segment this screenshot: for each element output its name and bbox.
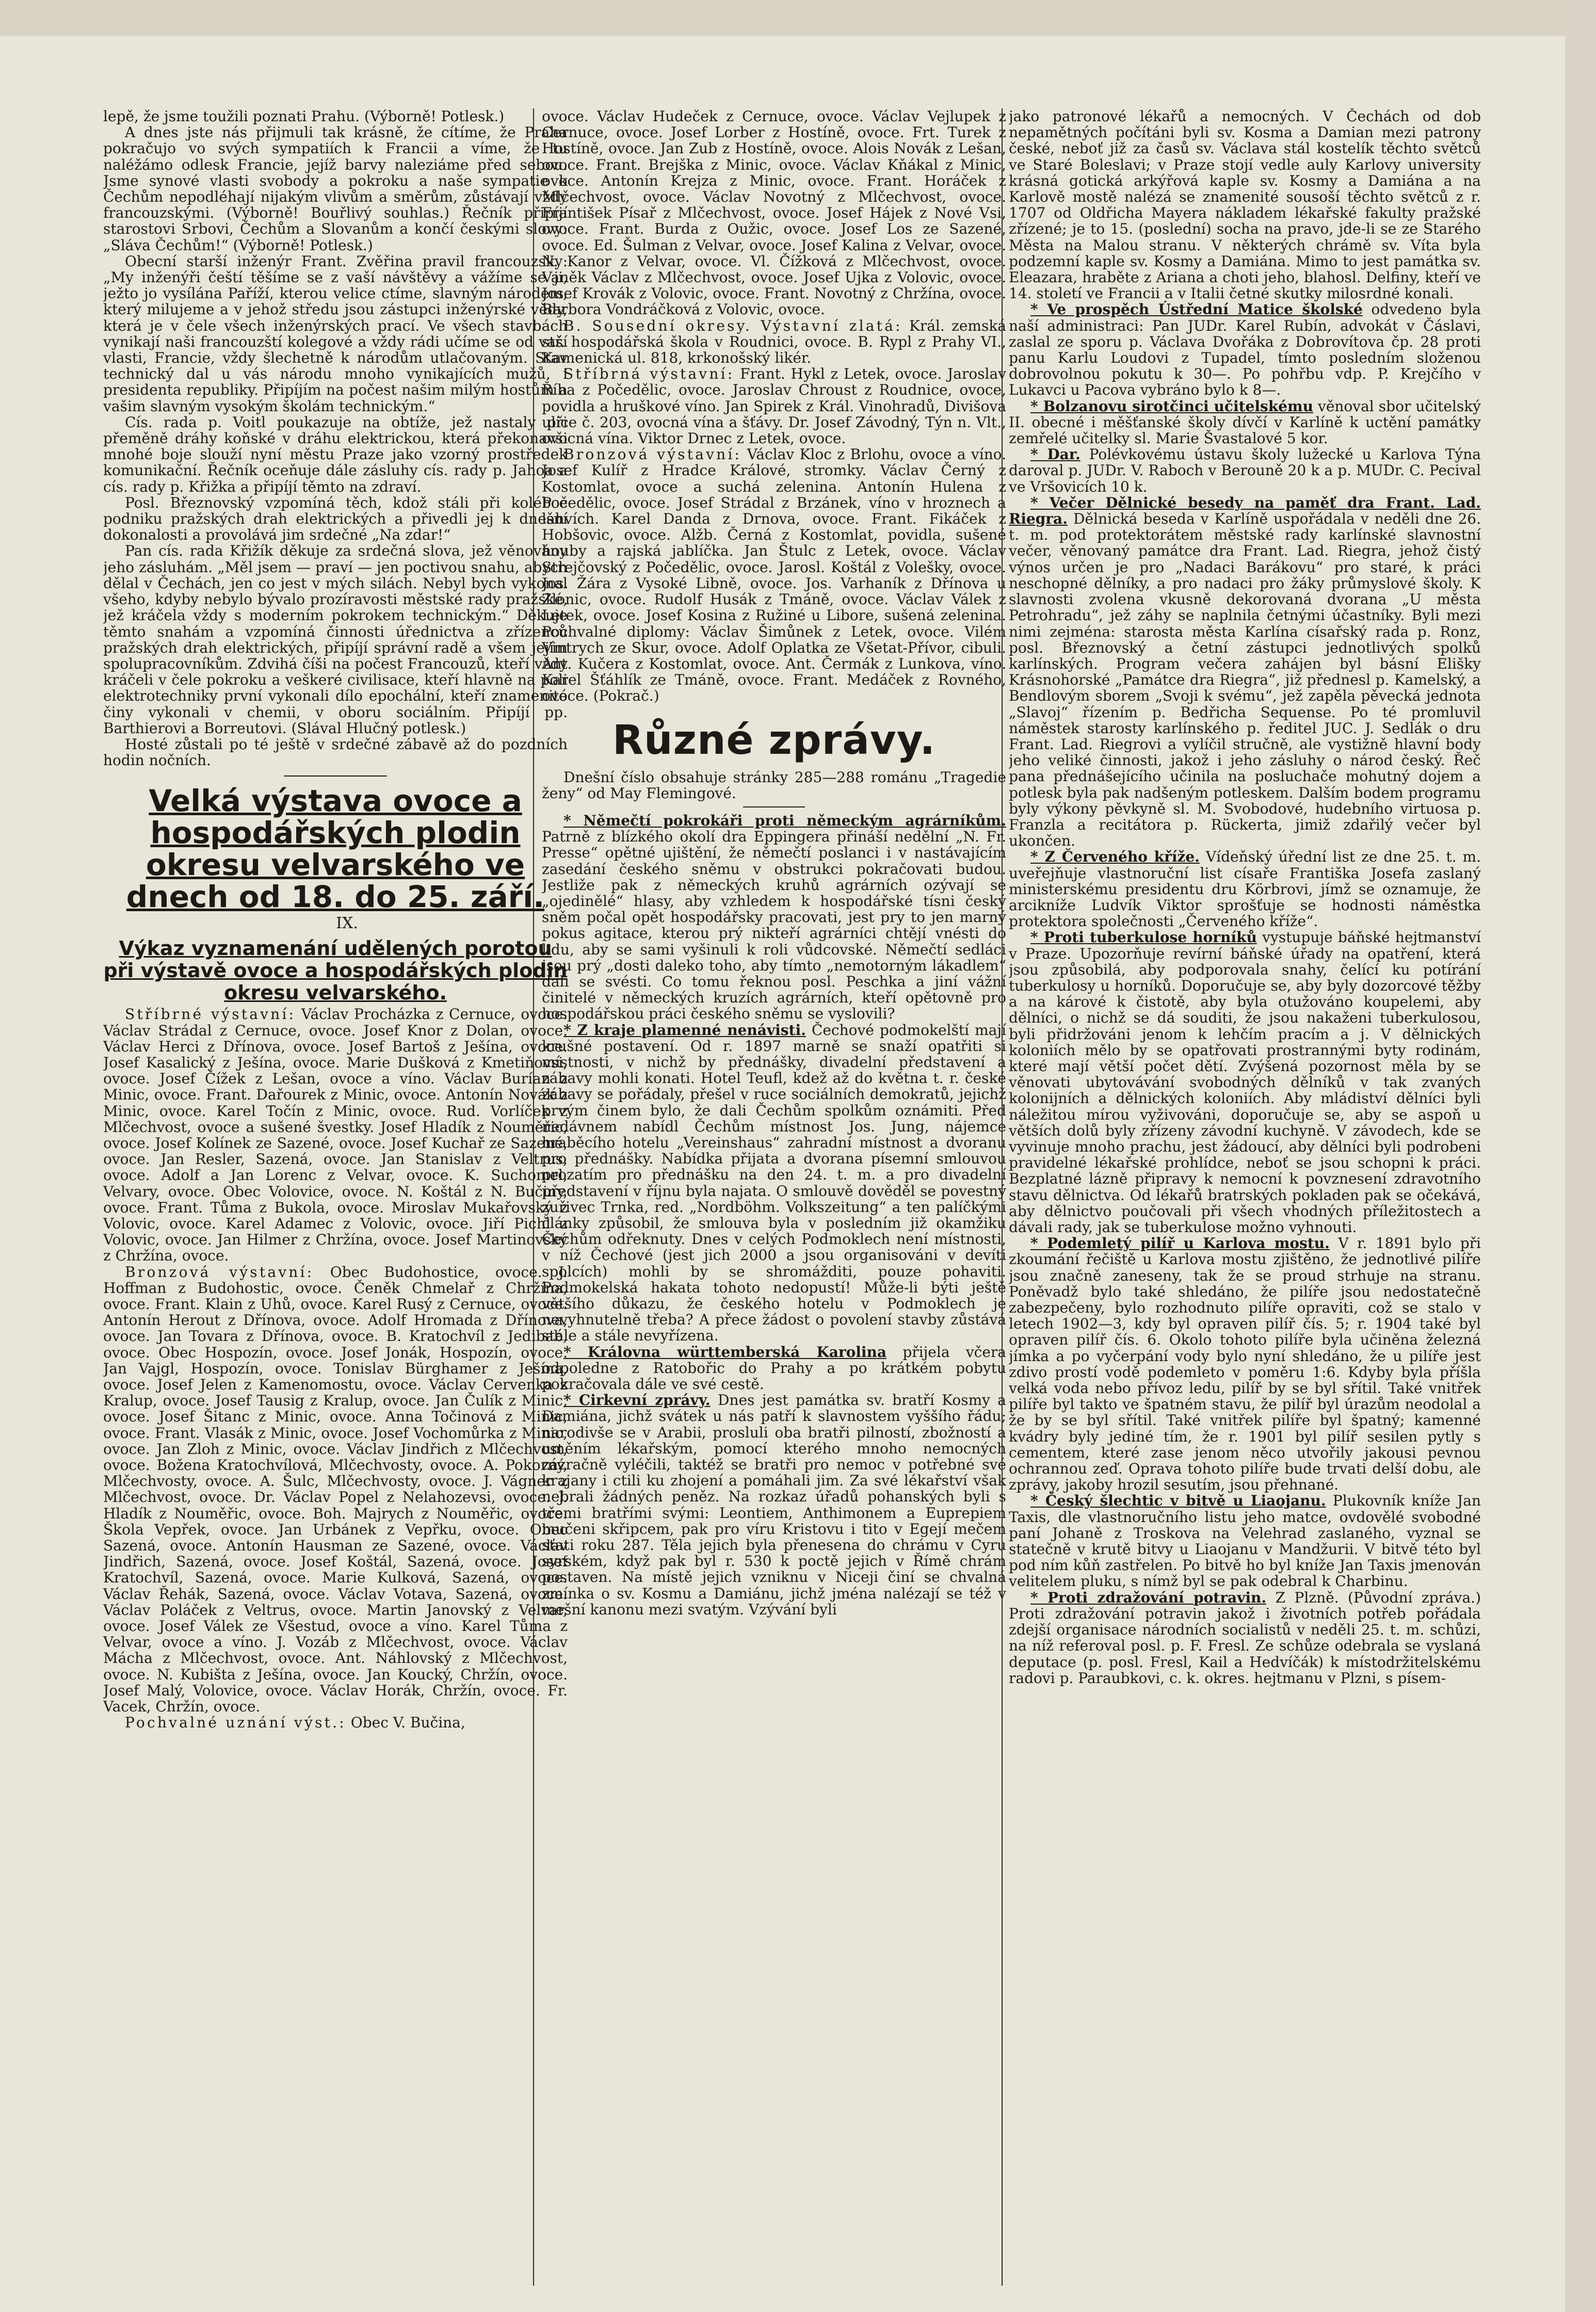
separator <box>743 806 805 807</box>
paragraph-body: Vídeňský úřední list ze dne 25. t. m. uveřejňuje vlastnoruční list císaře Františka Josefa zaslaný ministerskému presidentu dru Körbrovi, jímž se oznamuje, že arcikníže Ludvík Viktor sprošťuje se hodnosti náměstka protektora společnosti „Červeného kříže“. <box>1009 848 1481 930</box>
article-headline: Velká výstava ovoce a hospodářských plodin okresu velvarského ve dnech od 18. do 25. září. <box>126 783 545 915</box>
paragraph <box>542 1022 1006 1344</box>
column-2 <box>542 108 1006 2291</box>
paragraph-body: Frant. Hykl z Letek, ovoce. Jaroslav Říha z Počedělic, ovoce. Jaroslav Chroust z Roudnice, ovoce, povidla a hruškové víno. Jan Spirek z Král. Vinohradů, Divišova ulice č. 203, ovocná vína a šťávy. Dr. Josef Závodný, Týn n. Vlt., ovocná vína. Viktor Drnec z Letek, ovoce. <box>542 365 1006 447</box>
lead-in: Stříbrná výstavní: <box>563 365 735 383</box>
paragraph <box>542 318 1006 366</box>
column-3 <box>1009 108 1481 2291</box>
paragraph-body: přijela včera odpoledne z Ratobořic do Prahy a po krátkém pobytu pokračovala dále ve své cestě. <box>542 1343 1006 1393</box>
paragraph <box>103 1715 568 1731</box>
paragraph-body: Dnes jest památka sv. bratří Kosmy a Damiána, jichž svátek u nás patří k slavnostem vyššího řádu; narodivše se v Arabii, prosluli oba bratři pilností, zbožností a uměním lékařským, pomocí kterého mnoho nemocných zázračně vyléčili, taktéž se bratři pro nemoc v potřebné své krajany i ctili ku zhojení a pomáhali jim. Za své lékařství však nebrali žádných peněz. Na rozkaz úřadů pohanských byli s třemi bratřími svými: Leontiem, Anthimonem a Euprepiem mučeni skřipcem, pak pro víru Kristovu i tito v Egejí mečem sťati roku 287. Těla jejich byla přenesena do chrámu v Cyru syrském, když pak byl r. 530 k poctě jejich v Římě chrám postaven. Na místě jejich vzniknu v Niceji činí se chvalná zmínka o sv. Kosmu a Damiánu, jichž jména nalézají se též v mešní kanonu mezi svatým. Vzývání byli <box>542 1392 1006 1618</box>
lead-in: B. Sousední okresy. Výstavní zlatá: <box>563 317 902 334</box>
paragraph-body: Václav Kloc z Brlohu, ovoce a víno. Josef Kulíř z Hradce Králové, stromky. Václav Černý z Kostomlat, ovoce a suchá zelenina. Antonín Hulena z Počedělic, ovoce. Josef Strádal z Brzánek, víno v hroznech a lahvích. Karel Danda z Drnova, ovoce. Frant. Fikáček z Hobšovic, ovoce. Alžb. Černá z Kostomlat, povidla, sušené houby a rajská jablíčka. Jan Štulc z Letek, ovoce. Václav Strejčovský z Počedělic, ovoce. Jarosl. Koštál z Volešky, ovoce. Jos. Žára z Vysoké Libně, ovoce. Jos. Varhaník z Dřínova u Zlonic, ovoce. Rudolf Husák z Tmáně, ovoce. Václav Válek z Letek, ovoce. Josef Kosina z Ružiné u Libore, sušená zelenina. Pochvalné diplomy: Václav Šimůnek z Letek, ovoce. Vilém Vintrych ze Skur, ovoce. Adolf Oplatka ze Všetat-Přívor, cibuli. Ant. Kučera z Kostomlat, ovoce. Ant. Čermák z Lunkova, víno. Karel Šťáhlík ze Tmáně, ovoce. Frant. Medáček z Rovného, ovoce. (Pokrač.) <box>542 446 1006 705</box>
paragraph: A dnes jste nás přijmuli tak krásně, že cítíme, že Praha pokračujo vo svých sympatiích k Francii a víme, že tu naléžámo odlesk Francie, jejíž barvy naleziáme před sebou. Jsme synové vlasti svobody a pokroku a naše sympatie k Čechům nepodléhají nijakým vlivům a směrům, zůstávají vždy francouzskými. (Výborně! Bouřlivý souhlas.) Řečník připíjí starostovi Srbovi, Čechům a Slovanům a končí českými slovy: „Sláva Čechům!“ (Výborně! Potlesk.) <box>103 124 568 254</box>
lead-in: * Z Červeného kříže. <box>1030 848 1200 866</box>
paragraph: Obecní starší inženýr Frant. Zvěřina pravil francouzsky: „My inženýři čeští těšíme se z vaší návštěvy a vážíme se ji, ježto jo vysílána Paříží, kterou velice ctíme, slavným národem, který milujeme a v jehož středu jsou zástupci inženýrské vědy, která je v čele všech inženýrských prací. Ve všech stavbách vynikají naši francouzští kolegové a vždy rádi učíme se od vaší vlasti, Francie, vždy šlechetně k národům utlačovaným. Stav technický dal u vás národu mnoho vynikajících mužů, i presidenta republiky. Připíjím na počest našim milým hostům a vašim slavným vysokým školám technickým.“ <box>103 252 568 415</box>
paragraph: Hosté zůstali po té ještě v srdečné zábavě až do pozdních hodin nočních. <box>103 735 568 769</box>
paragraph: Posl. Březnovský vzpomíná těch, kdož stáli při kolébce podniku pražských drah elektrických a přivedli jej k dnešní dokonalosti a provolává jim srdečné „Na zdar!“ <box>103 494 568 544</box>
lead-in: * Proti zdražování potravin. <box>1030 1589 1267 1606</box>
lead-in: Pochvalné uznání výst.: <box>125 1714 346 1732</box>
lead-in: * Večer Dělnické besedy na paměť dra Frant. Lad. Riegra. <box>1009 494 1481 528</box>
paragraph-body: věnoval sbor učitelský II. obecné i měšťanské školy dívčí v Karlíně k uctění památky zemřelé učitelky sl. Marie Švastalové 5 kor. <box>1009 397 1481 447</box>
paragraph-body: Obec Budohostice, ovoce. J. Hoffman z Budohostic, ovoce. Čeněk Chmelař z Chržína, ovoce. Frant. Klain z Uhů, ovoce. Karel Rusý z Cernuce, ovoce. Antonín Herout z Dřínova, ovoce. Adolf Hromada z Dřínova, ovoce. Jan Tovara z Dřínova, ovoce. B. Kratochvíl z Jedibab, ovoce. Obec Hospozín, ovoce. Josef Jonák, Hospozín, ovoce. Jan Vajgl, Hospozín, ovoce. Tonislav Bürghamer z Ješína, ovoce. Josef Jelen z Kamenomostu, ovoce. Václav Cervenka z Kralup, ovoce. Josef Tausig z Kralup, ovoce. Jan Čulík z Minic, ovoce. Josef Šitanc z Minic, ovoce. Anna Točinová z Minic, ovoce. Frant. Vlasák z Minic, ovoce. Josef Vochomůrka z Minic, ovoce. Jan Zloh z Minic, ovoce. Václav Jindřich z Mlčechvost, ovoce. Božena Kratochvílová, Mlčechvosty, ovoce. A. Pokorný, Mlčechvosty, ovoce. A. Šulc, Mlčechvosty, ovoce. J. Vágner z Mlčechvost, ovoce. Dr. Václav Popel z Nelahozevsi, ovoce. J. Hladík z Nouměřic, ovoce. Boh. Majrych z Nouměřic, ovoce. Škola Vepřek, ovoce. Jan Urbánek z Vepřku, ovoce. Obec Sazená, ovoce. Antonín Hausman ze Sazené, ovoce. Václav Jindřich, Sazená, ovoce. Josef Koštál, Sazená, ovoce. Josef Kratochvíl, Sazená, ovoce. Marie Kulková, Sazená, ovoce. Václav Řehák, Sazená, ovoce. Václav Votava, Sazená, ovoce. Václav Poláček z Veltrus, ovoce. Martin Janovský z Velvar, ovoce. Josef Válek ze Všestud, ovoce a víno. Karel Tůma z Velvar, ovoce a víno. J. Vozáb z Mlčechvost, ovoce. Václav Mácha z Mlčechvost, ovoce. Ant. Náhlovský z Mlčechvost, ovoce. N. Kubišta z Ješína, ovoce. Jan Koucký, Chržín, ovoce. Josef Malý, Volovice, ovoce. Václav Horák, Chržín, ovoce. Fr. Vacek, Chržín, ovoce. <box>103 1263 568 1716</box>
paragraph-body: Obec V. Bučina, <box>346 1714 465 1732</box>
paragraph-body: Polévkovému ústavu školy lužecké u Karlova Týna daroval p. JUDr. V. Raboch v Berouně 20 k a p. MUDr. C. Pecival ve Vršovicích 10 k. <box>1009 446 1481 495</box>
column-1 <box>103 108 568 2291</box>
paragraph <box>103 1006 568 1264</box>
paragraph-body: Václav Procházka z Cernuce, ovoce. Václav Strádal z Cernuce, ovoce. Josef Knor z Dolan, ovoce. Václav Herci z Dřínova, ovoce. Josef Bartoš z Ješína, ovoce. Josef Kasalický z Ješína, ovoce. Marie Dušková z Kmetiňovsi, ovoce. Josef Čížek z Lešan, ovoce a víno. Václav Burían z Minic, ovoce. Frant. Dařourek z Minic, ovoce. Antonín Novák z Minic, ovoce. Karel Točín z Minic, ovoce. Rud. Vorlíček z Mlčechvost, ovoce a sušené švestky. Josef Hladík z Nouměřic, ovoce. Josef Kolínek ze Sazené, ovoce. Josef Kuchař ze Sazené, ovoce. Jan Resler, Sazená, ovoce. Jan Stanislav z Veltrus, ovoce. Adolf a Jan Lorenc z Velvar, ovoce. K. Suchomel, Velvary, ovoce. Obec Volovice, ovoce. N. Koštál z N. Bučiny, ovoce. Frant. Tůma z Bukola, ovoce. Miroslav Mukařovský z Volovic, ovoce. Karel Adamec z Volovic, ovoce. Jiří Pichl z Volovic, ovoce. Jan Hilmer z Chržína, ovoce. Josef Martinovský z Chržína, ovoce. <box>103 1006 568 1265</box>
article-subheadline: Výkaz vyznamenání udělených porotou při výstavě ovoce a hospodářských plodin okresu velvarského. <box>103 937 568 1005</box>
scan-margin-right <box>1565 0 1596 2312</box>
paragraph <box>542 366 1006 446</box>
paragraph-body: vystupuje báňské hejtmanství v Praze. Upozorňuje revírní báňské úřady na opatření, která jsou způsobilá, aby podporovala snahy, čelící ku potírání tuberkulosy u horníků. Doporučuje se, aby byly dozorcové těžby a na kárové k čistotě, aby byla otužováno koupelemi, aby dělníci, o nichž se dá souditi, že jsou nakaženi tuberkulosou, byli přidržováni jenom k lehčím pracím a j. V dělnických koloniích mělo by se opatřovati prostrannými byty rodinám, které mají větší počet dětí. Zvýšená pozornost měla by se věnovati ubytovávání svobodných dělníků v tak zvaných kolonijních a dělnických koloniích. Aby mládiství dělníci byli náležitou mírou vyživováni, doporučuje se, aby se aspoň u větších dolů byly zřízeny závodní kuchyně. V závodech, kde se vyvinuje mnoho prachu, jest žádoucí, aby dělníci byli podrobeni pravidelné lékařské prohlídce, neboť se jsou schopni k práci. Bezplatné lázně připravy k nemocní k povznesení zdravotního stavu dělnictva. Od lékařů bratrských pokladen pak se očekává, aby dělnictvo poučovali při všech vhodných příležitostech a dávali rady, jak se tuberkulose možno vyhnouti. <box>1009 929 1481 1236</box>
lead-in: * Podemletý pilíř u Karlova mostu. <box>1030 1235 1330 1252</box>
paragraph-body: Dělnická beseda v Karlíně uspořádala v neděli dne 26. t. m. pod protektorátem městské rady karlínské slavnostní večer, věnovaný památce dra Frant. Lad. Riegra, jehož čistý výnos určen je pro „Nadaci Barákovu“ pro staré, k práci neschopné dělníky, a pro nadaci pro žáky průmyslové školy. K slavnosti zvolena vkusně dekorovaná dvorana „U města Petrohradu“, jež záhy se naplnila četnými účastníky. Byli mezi nimi zejména: starosta města Karlína císařský rada p. Ronz, posl. Březnovský a četní zástupci jednotlivých spolků karlínských. Program večera zahájen byl básní Elišky Krásnohorské „Památce dra Riegra“, již přednesl p. Kamelský, a Bendlovým sborem „Svoji k svému“, jež zapěla pěvecká jednota „Slavoj“ řízením p. Bedřicha Sequense. Po té promluvil náměstek starosty karlínského p. ředitel JUC. J. Sedlák o dru Frant. Lad. Riegrovi a vylíčil stručně, ale vystižně hlavní body jeho veliké činnosti, jakož i jeho zásluhy o národ český. Řeč pana přednášejícího učinila na posluchače mohutný dojem a potlesk byla pak nadšeným potleskem. Dalším bodem programu byly výkony pěvkyně sl. M. Svobodové, hudebního virtuosa p. Franzla a recitátora p. Rückerta, jimiž zdařilý večer byl ukončen. <box>1009 510 1481 850</box>
paragraph <box>542 1344 1006 1393</box>
paragraph <box>1009 1235 1481 1493</box>
paragraph: ovoce. Václav Hudeček z Cernuce, ovoce. Václav Vejlupek z Cernuce, ovoce. Josef Lorber z Hostíně, ovoce. Frt. Turek z Hostíně, ovoce. Jan Zub z Hostíně, ovoce. Alois Novák z Lešan, ovoce. Frant. Brejška z Minic, ovoce. Václav Kňákal z Minic, ovoce. Antonín Krejza z Minic, ovoce. Frant. Horáček z Mlčechvost, ovoce. Václav Novotný z Mlčechvost, ovoce. František Písař z Mlčechvost, ovoce. Josef Hájek z Nové Vsi, ovoce. Frant. Burda z Oužic, ovoce. Josef Los ze Sazené, ovoce. Ed. Šulman z Velvar, ovoce. Josef Kalina z Velvar, ovoce. N. Kanor z Velvar, ovoce. Vl. Čížková z Mlčechvost, ovoce. Vaněk Václav z Mlčechvost, ovoce. Josef Ujka z Volovic, ovoce. Josef Krovák z Volovic, ovoce. Frant. Novotný z Chržína, ovoce. Barbora Vondráčková z Volovic, ovoce. <box>542 108 1006 318</box>
paragraph-body: Plukovník kníže Jan Taxis, dle vlastnoručního listu jeho matce, ovdovělé svobodné paní Johaně z Troskova na Velehrad zaslaného, vyznal se statečně v krutě bitvy u Liaojanu v Mandžurii. V bitvě této byl pod ním kůň zastřelen. Po bitvě ho byl kníže Jan Taxis jmenován velitelem pluku, s nímž byl se pak odebral k Charbinu. <box>1009 1492 1481 1590</box>
paragraph <box>1009 929 1481 1235</box>
paragraph <box>542 446 1006 704</box>
paragraph <box>1009 398 1481 447</box>
lead-in: * Bolzanovu sirotčinci učitelskému <box>1030 397 1313 415</box>
lead-in: * Z kraje plamenné nenávisti. <box>563 1021 806 1039</box>
paragraph: Pan cís. rada Křižík děkuje za srdečná slova, jež věnovány jeho zásluhám. „Měl jsem — praví — jen poctivou snahu, abych dělal v Čechách, jen co jest v mých silách. Nebyl bych vykonal všeho, kdyby nebylo bývalo prozíravosti městské rady pražské, jež kráčela vždy s moderním pokrokem technickým.“ Děkuje těmto snahám a vzpomíná činnosti úřednictva a zřízenců pražských drah elektrických, připíjí správní radě a všem jejím spolupracovníkům. Zdvihá číši na počest Francouzů, kteří vždy kráčeli v čele pokroku a veškeré civilisace, kteří hlavně na poli elektrotechniky první vykonali dílo epochální, kteří znamenité činy vykonali v chemii, v oboru sociálním. Připíjí pp. Barthierovi a Borreutovi. (Slával Hlučný potlesk.) <box>103 542 568 737</box>
paragraph-body: odvedeno byla naší administraci: Pan JUDr. Karel Rubín, advokát v Čáslavi, zaslal ze sporu p. Václava Dvořáka z Dobrovítova čp. 28 proti panu Karlu Loudovi z Tupadel, tímto posledním složenou dobrovolnou pokutu k 30—. Po pohřbu vdp. P. Krejčího v Lukavci u Pacova vybráno bylo k 8—. <box>1009 301 1481 399</box>
paragraph <box>1009 1590 1481 1686</box>
paragraph: jako patronové lékařů a nemocných. V Čechách od dob nepamětných počítáni byli sv. Kosma a Damian mezi patrony české, neboť již za časů sv. Václava stál kostelík těchto světců ve Staré Boleslavi; v Praze stojí vedle auly Karlovy university krásná gotická arkýřová kaple sv. Kosmy a Damiána a na Karlově mostě nalézá se znamenité sousoší těchto světců z r. 1707 od Oldřicha Mayera nákladem lékařské fakulty pražské zřízené; je to 15. (poslední) socha na pravo, jde-li se ze Starého Města na Malou stranu. V některých chrámě sv. Víta byla podzemní kaple sv. Kosmy a Damiána. Mimo to jest památka sv. Eleazara, hraběte z Ariana a choti jeho, blahosl. Delfiny, kteří ve 14. století ve Francii a v Italii četné skutky milosrdné konali. <box>1009 108 1481 302</box>
lead-in: * Cirkevní zprávy. <box>563 1392 711 1409</box>
paragraph: lepě, že jsme toužili poznati Prahu. (Výborně! Potlesk.) <box>103 108 505 125</box>
lead-in: * Český šlechtic v bitvě u Liaojanu. <box>1030 1492 1326 1510</box>
paragraph <box>103 1264 568 1715</box>
paragraph <box>1009 495 1481 849</box>
paragraph <box>542 1392 1006 1618</box>
separator <box>284 775 387 777</box>
lead-in: * Němečtí pokrokáři proti německým agrárníkům. <box>563 812 1006 829</box>
paragraph <box>542 813 1006 1022</box>
paragraph-body: Patrně z blízkého okolí dra Eppingera přináší nedělní „N. Fr. Presse“ opětné ujištění, že němečtí poslanci i v nastávajícím zasedání českého sněmu v obstrukci pokračovati budou. Jestliže pak z německých kruhů agrárních ozývají se „ojedinělé“ hlasy, aby vzhledem k hospodářské tísni český sněm počal opět hospodářsky pracovati, jest pry to jen marný pokus agitace, kterou prý nikteří agrárníci chtějí vnésti do lidu, aby se sami vyšinuli k roli vůdcovské. Němečtí sedláci jsou prý „dosti daleko toho, aby tímto „nemotorným lákadlem“ dali se svésti. Co tomu řeknou posl. Peschka a jiní vážní činitelé v německých kruzích agrárních, kteří opětovně pro hospodářskou práci českého sněmu se vyslovili? <box>542 828 1006 1023</box>
lead-in: * Dar. <box>1030 446 1081 463</box>
paragraph <box>1009 1493 1481 1589</box>
paragraph-body: V r. 1891 bylo při zkoumání řečiště u Karlova mostu zjištěno, že jednotlivé pilíře jsou značně zaneseny, tak že se proud strhuje na stranu. Poněvadž bylo také shledáno, že pilíře jsou nedostatečně zabezpečeny, bylo rozhodnuto pilíře opraviti, což se stalo v letech 1902—3, kdy byl opraven pilíř čís. 5; r. 1904 také byl opraven pilíř čís. 6. Okolo tohoto pilíře byla učiněna železná jímka a po vyčerpání vody bylo nyní shledáno, že u pilíře jest zdivo prostí vodě podemleto v poměru 1:6. Kdyby byla příšla velká voda nebo přívoz ledu, pilíř by se byl sřítil. Také vnitřek pilíře byl takto ve špatném stavu, že pilíř byl úrazům neodolal a že by se byl sřítil. Také vnitřek pilíře byl špatný; kamenné kvádry byly jediné tím, že r. 1901 byl pilíř sesilen pytly s cementem, které zase jenom něco utvořily jakousi pevnou ochrannou zeď. Oprava tohoto pilíře bude trvati delší dobu, ale zprávy, jakoby hrozil sesutím, jsou přehnané. <box>1009 1235 1481 1494</box>
section-number: IX. <box>336 914 358 933</box>
lead-in: * Královna württemberská Karolina <box>563 1343 887 1361</box>
paragraph <box>1009 849 1481 929</box>
lead-in: Bronzová výstavní: <box>563 446 742 463</box>
paragraph <box>1009 446 1481 495</box>
paragraph: Cís. rada p. Voitl poukazuje na obtíže, jež nastaly při přeměně dráhy koňské v dráhu elektrickou, která překonavši mnohé boje slouží nyní městu Praze jako vzorný prostředek komunikační. Řečník oceňuje dále zásluhy cís. rady p. Jahoa a cís. rady p. Křižka a připíjí těmto na zdraví. <box>103 413 568 495</box>
section-heading: Různé zprávy. <box>612 717 936 764</box>
paragraph-body: Z Plzně. (Původní zpráva.) Proti zdražování potravin jakož i životních potřeb pořádala zdejší organisace národních socialistů v neděli 25. t. m. schůzi, na níž referoval posl. p. F. Fresl. Ze schůze odebrala se vyslaná deputace (p. posl. Fresl, Kail a Hedvíčák) k místodržitelskému radovi p. Paraubkovi, c. k. okres. hejtmanu v Plzni, s písem- <box>1009 1589 1481 1687</box>
paragraph: Dnešní číslo obsahuje stránky 285—288 románu „Tragedie ženy“ od May Flemingové. <box>542 768 1006 802</box>
lead-in: * Ve prospěch Ústřední Matice školské <box>1030 301 1363 318</box>
scan-margin-top <box>0 0 1596 36</box>
paragraph <box>1009 301 1481 398</box>
lead-in: Bronzová výstavní: <box>125 1263 314 1281</box>
paragraph-body: Čechové podmokelští mají krušné postavení. Od r. 1897 marně se snaží opatřiti si místnosti, v nichž by přednášky, divadelní představení a zábavy mohli konati. Hotel Teufl, kdež až do května t. r. české zábavy se pořádaly, přešel v ruce sociálních demokratů, jejichž prvým činem bylo, že dali Čechům spolkům oznámiti. Před nedávnem nabídl Čechům místnost Jos. Jung, nájemce hraběcího hotelu „Vereinshaus“ zahradní místnost a dvoranu pro přednášky. Nabídka přijata a dvorana písemní smlouvou prozatím pro přednášku na den 24. t. m. a pro divadelní představení v říjnu byla najata. O smlouvě dověděl se povestný zuřivec Trnka, red. „Nordböhm. Volkszeitung“ a ten palíčkými články způsobil, že smlouva byla v posledním již okamžiku Čechům odřeknuty. Dnes v celých Podmoklech není místnosti, v níž Čechové (jest jich 2000 a jsou organisováni v devíti spolcích) mohli by se shromážditi, pouze pohaviti. Podmokelská hakata tohoto nedopustí! Může-li býti ještě většího důkazu, že českého hotelu v Podmoklech je nevyhnutelně třeba? A přece žádost o povolení stavby zůstává stále a stále nevyřízena. <box>542 1021 1006 1345</box>
paragraph-body: Král. zemská stř. hospodářská škola v Roudnici, ovoce. B. Rypl z Prahy VI., Kamenická ul. 818, krkonošský likér. <box>542 317 1006 367</box>
lead-in: Stříbrné výstavní: <box>125 1006 296 1023</box>
lead-in: * Proti tuberkulose horníků <box>1030 929 1257 946</box>
